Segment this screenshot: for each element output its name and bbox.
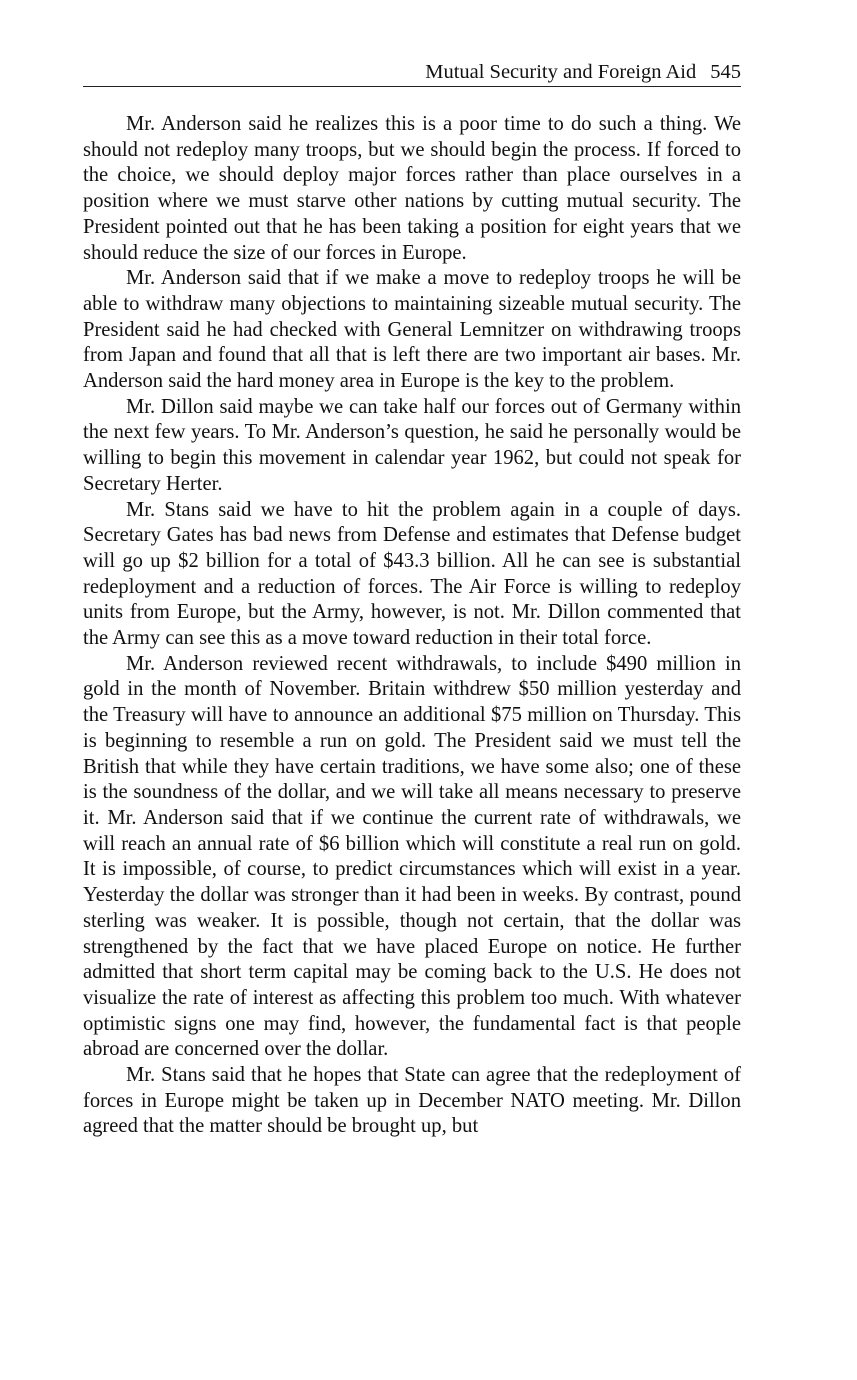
paragraph-anderson-redeploy: Mr. Anderson said he realizes this is a poor time to do such a thing. We should not redeploy many troops, but we should begin the process. If forced to the choice, we should deploy major forces rather than place ourselves in a position where we must starve other nations by cutting mutual security. The President pointed out that he has been taking a position for eight years that we should reduce the size of our forces in Europe. — [83, 113, 741, 264]
paragraph-stans-nato: Mr. Stans said that he hopes that State can agree that the redeployment of forces in Europe might be taken up in December NATO meeting. Mr. Dillon agreed that the matter should be brought up, but — [83, 1064, 741, 1138]
paragraph-anderson-gold-withdrawals: Mr. Anderson reviewed recent withdrawals, to include $490 million in gold in the month of November. Britain withdrew $50 million yesterday and the Treasury will have to announce an additional $75 million on Thursday. This is beginning to resemble a run on gold. The President said we must tell the British that while they have certain traditions, we have some also; one of these is the soundness of the dollar, and we will take all means necessary to preserve it. Mr. Anderson said that if we continue the current rate of withdrawals, we will reach an annual rate of $6 billion which will constitute a real run on gold. It is impossible, of course, to predict circumstances which will exist in a year. Yesterday the dollar was stronger than it had been in weeks. By contrast, pound sterling was weaker. It is possible, though not certain, that the dollar was strengthened by the fact that we have placed Europe on notice. He further admitted that short term capital may be coming back to the U.S. He does not visualize the rate of interest as affecting this problem too much. With whatever optimistic signs one may find, however, the fundamental fact is that people abroad are concerned over the dollar. — [83, 652, 741, 1061]
body-text — [83, 112, 741, 1140]
paragraph-anderson-objections: Mr. Anderson said that if we make a move to redeploy troops he will be able to withdraw many objections to maintaining sizeable mutual security. The President said he had checked with General Lemnitzer on withdrawing troops from Japan and found that all that is left there are two important air bases. Mr. Anderson said the hard money area in Europe is the key to the problem. — [83, 267, 741, 393]
running-title: Mutual Security and Foreign Aid — [425, 61, 697, 83]
running-head — [83, 58, 741, 87]
paragraph-stans-defense-budget: Mr. Stans said we have to hit the problem again in a couple of days. Secretary Gates has bad news from Defense and estimates that Defense budget will go up $2 billion for a total of $43.3 billion. All he can see is substantial redeployment and a reduction of forces. The Air Force is willing to redeploy units from Europe, but the Army, however, is not. Mr. Dillon commented that the Army can see this as a move toward reduction in their total force. — [83, 498, 741, 650]
paragraph-dillon-germany: Mr. Dillon said maybe we can take half our forces out of Germany within the next few years. To Mr. Anderson’s question, he said he personally would be willing to begin this movement in calendar year 1962, but could not speak for Secretary Herter. — [83, 395, 741, 495]
page-number: 545 — [710, 61, 741, 83]
